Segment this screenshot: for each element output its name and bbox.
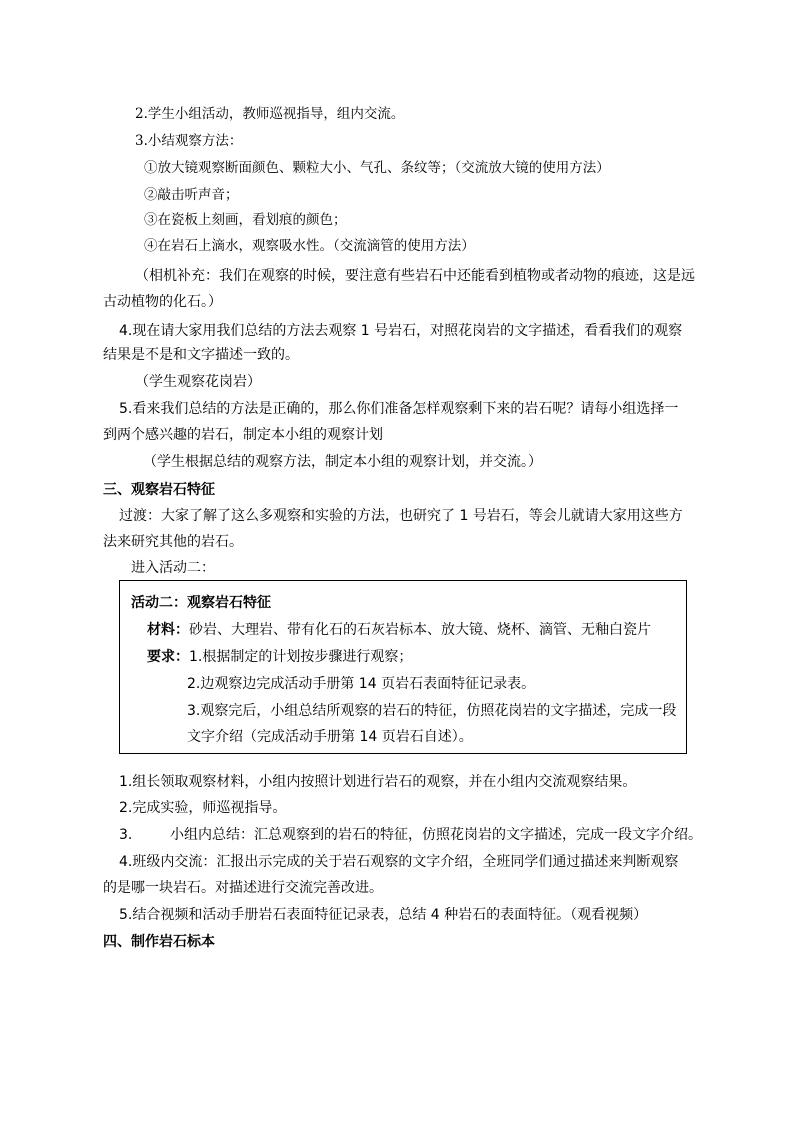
student-plan-note: （学生根据总结的观察方法，制定本小组的观察计划，并交流。） bbox=[143, 454, 542, 470]
transition-line-1: 过渡：大家了解了这么多观察和实验的方法，也研究了 1 号岩石，等会儿就请大家用这些方 bbox=[119, 508, 683, 524]
method-2-text: ②敲击听声音； bbox=[144, 187, 239, 203]
process-step-5: 5.结合视频和活动手册岩石表面特征记录表，总结 4 种岩石的表面特征。（观看视频） bbox=[119, 907, 648, 923]
section-4-heading: 四、制作岩石标本 bbox=[103, 934, 215, 950]
materials-label: 材料： bbox=[147, 622, 189, 638]
step-5-line-2: 到两个感兴趣的岩石，制定本小组的观察计划 bbox=[103, 427, 383, 443]
student-observe-note: （学生观察花岗岩） bbox=[135, 374, 261, 390]
camera-note-line-1: （相机补充：我们在观察的时候，要注意有些岩石中还能看到植物或者动物的痕迹，这是远 bbox=[135, 268, 695, 284]
step-3-heading: 3.小结观察方法： bbox=[135, 133, 243, 149]
requirement-3-line-2: 文字介绍（完成活动手册第 14 页岩石自述）。 bbox=[187, 729, 473, 745]
step-4-line-1: 4.现在请大家用我们总结的方法去观察 1 号岩石，对照花岗岩的文字描述，看看我们的观察 bbox=[119, 323, 683, 339]
materials-list: 砂岩、大理岩、带有化石的石灰岩标本、放大镜、烧杯、滴管、无釉白瓷片 bbox=[189, 622, 651, 638]
process-step-1: 1.组长领取观察材料，小组内按照计划进行岩石的观察，并在小组内交流观察结果。 bbox=[119, 774, 637, 790]
section-3-heading: 三、观察岩石特征 bbox=[103, 482, 215, 498]
requirements-row bbox=[147, 647, 412, 667]
activity-box bbox=[119, 580, 687, 754]
requirement-1: 1.根据制定的计划按步骤进行观察； bbox=[189, 649, 413, 665]
enter-activity-text: 进入活动二： bbox=[131, 560, 215, 576]
camera-note-line-2: 古动植物的化石。） bbox=[103, 294, 222, 310]
step-5-line-1: 5.看来我们总结的方法是正确的，那么你们准备怎样观察剩下来的岩石呢？请每小组选择一 bbox=[119, 401, 679, 417]
step-2-text: 2.学生小组活动，教师巡视指导，组内交流。 bbox=[135, 106, 405, 122]
requirement-2: 2.边观察边完成活动手册第 14 页岩石表面特征记录表。 bbox=[187, 676, 536, 692]
transition-line-2: 法来研究其他的岩石。 bbox=[103, 534, 243, 550]
step-4-line-2: 结果是不是和文字描述一致的。 bbox=[103, 347, 299, 363]
method-4-text: ④在岩石上滴水，观察吸水性。（交流滴管的使用方法） bbox=[144, 238, 475, 254]
process-step-4-line-1: 4.班级内交流：汇报出示完成的关于岩石观察的文字介绍，全班同学们通过描述来判断观察 bbox=[119, 854, 679, 870]
method-3-text: ③在瓷板上刻画，看划痕的颜色； bbox=[144, 212, 347, 228]
requirements-label: 要求： bbox=[147, 649, 189, 665]
process-step-4-line-2: 的是哪一块岩石。对描述进行交流完善改进。 bbox=[103, 880, 383, 896]
process-step-3-number: 3. bbox=[119, 827, 133, 843]
activity-title: 活动二：观察岩石特征 bbox=[131, 595, 271, 611]
process-step-2: 2.完成实验，师巡视指导。 bbox=[119, 800, 287, 816]
materials-row bbox=[147, 620, 651, 640]
method-1-text: ①放大镜观察断面颜色、颗粒大小、气孔、条纹等；（交流放大镜的使用方法） bbox=[144, 160, 610, 176]
requirement-3-line-1: 3.观察完后，小组总结所观察的岩石的特征，仿照花岗岩的文字描述，完成一段 bbox=[187, 703, 677, 719]
process-step-3: 小组内总结：汇总观察到的岩石的特征，仿照花岗岩的文字描述，完成一段文字介绍。 bbox=[170, 827, 702, 843]
